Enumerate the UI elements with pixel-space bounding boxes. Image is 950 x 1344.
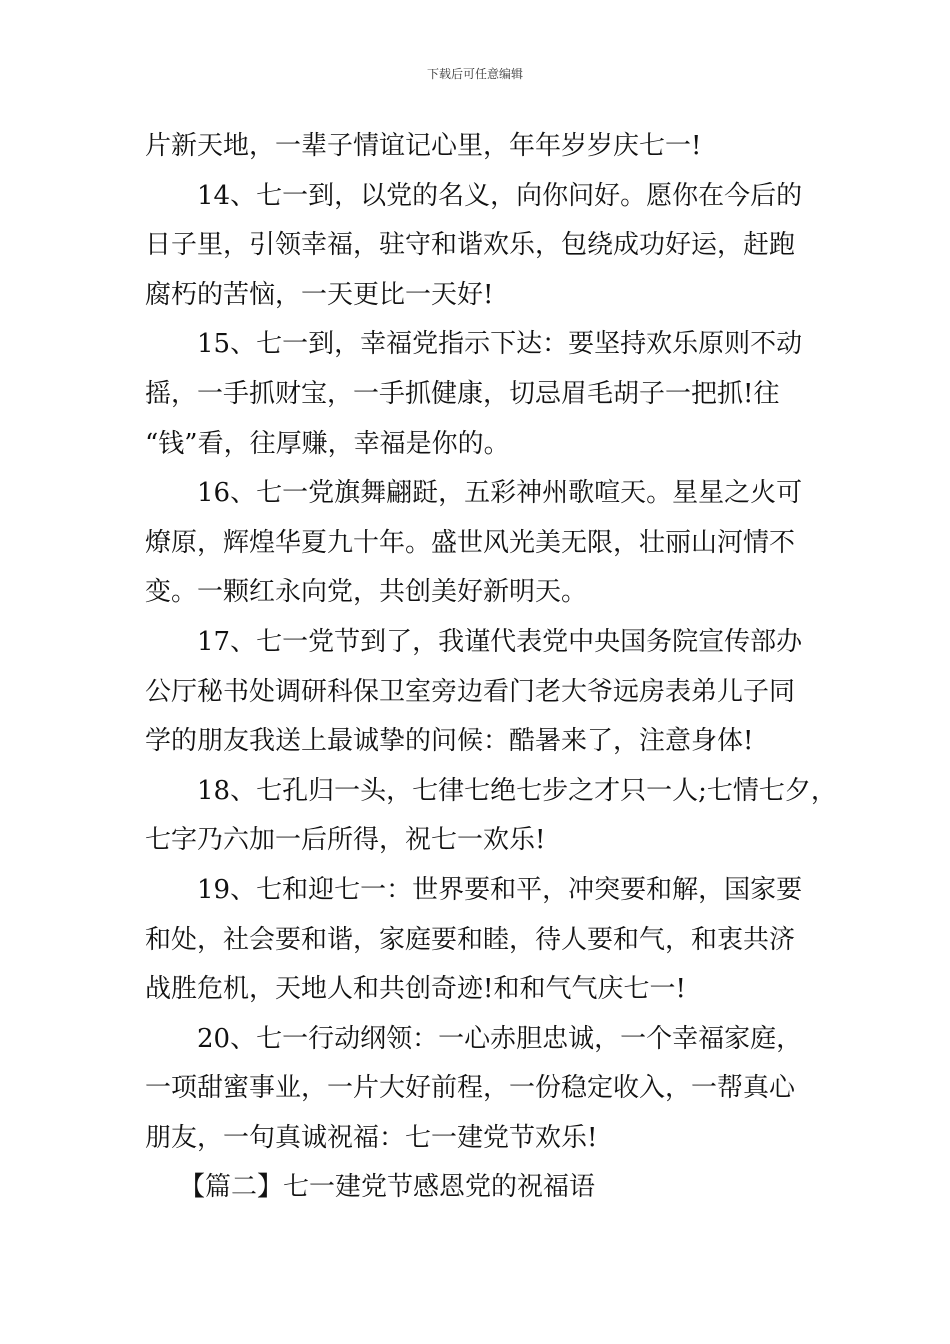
paragraph-line: 变。一颗红永向党，共创美好新明天。 xyxy=(145,577,588,608)
paragraph-line: 一项甜蜜事业，一片大好前程，一份稳定收入，一帮真心 xyxy=(145,1073,796,1104)
paragraph-line: 摇，一手抓财宝，一手抓健康，切忌眉毛胡子一把抓!往 xyxy=(145,378,780,409)
paragraph-line: “钱”看，往厚赚，幸福是你的。 xyxy=(145,428,510,459)
paragraph-line: 片新天地，一辈子情谊记心里，年年岁岁庆七一! xyxy=(145,131,702,161)
paragraph-line: 学的朋友我送上最诚挚的问候：酷暑来了，注意身体! xyxy=(145,726,754,757)
paragraph-line: 18、七孔归一头，七律七绝七步之才只一人;七情七夕， xyxy=(197,775,837,806)
paragraph-line: 17、七一党节到了，我谨代表党中央国务院宣传部办 xyxy=(197,626,803,657)
paragraph-line: 15、七一到，幸福党指示下达：要坚持欢乐原则不动 xyxy=(197,329,803,360)
paragraph-line: 七字乃六加一后所得，祝七一欢乐! xyxy=(145,825,546,856)
paragraph-line: 19、七和迎七一：世界要和平，冲突要和解，国家要 xyxy=(197,874,803,905)
paragraph-line: 朋友，一句真诚祝福：七一建党节欢乐! xyxy=(145,1122,598,1153)
paragraph-line: 和处，社会要和谐，家庭要和睦，待人要和气，和衷共济 xyxy=(145,924,796,955)
paragraph-line: 战胜危机，天地人和共创奇迹!和和气气庆七一! xyxy=(145,974,686,1005)
paragraph-line: 腐朽的苦恼，一天更比一天好! xyxy=(145,279,494,310)
paragraph-line: 14、七一到，以党的名义，向你问好。愿你在今后的 xyxy=(197,180,803,211)
paragraph-line: 20、七一行动纲领：一心赤胆忠诚，一个幸福家庭， xyxy=(197,1023,803,1054)
section-heading: 【篇二】七一建党节感恩党的祝福语 xyxy=(179,1172,596,1203)
page-header: 下载后可任意编辑 xyxy=(426,67,523,81)
paragraph-line: 燎原，辉煌华夏九十年。盛世风光美无限，壮丽山河情不 xyxy=(145,527,796,558)
paragraph-line: 公厅秘书处调研科保卫室旁边看门老大爷远房表弟儿子同 xyxy=(145,676,796,707)
paragraph-line: 16、七一党旗舞翩跹，五彩神州歌喧天。星星之火可 xyxy=(197,478,803,509)
paragraph-line: 日子里，引领幸福，驻守和谐欢乐，包绕成功好运，赶跑 xyxy=(145,230,796,261)
document-body xyxy=(145,122,837,1213)
